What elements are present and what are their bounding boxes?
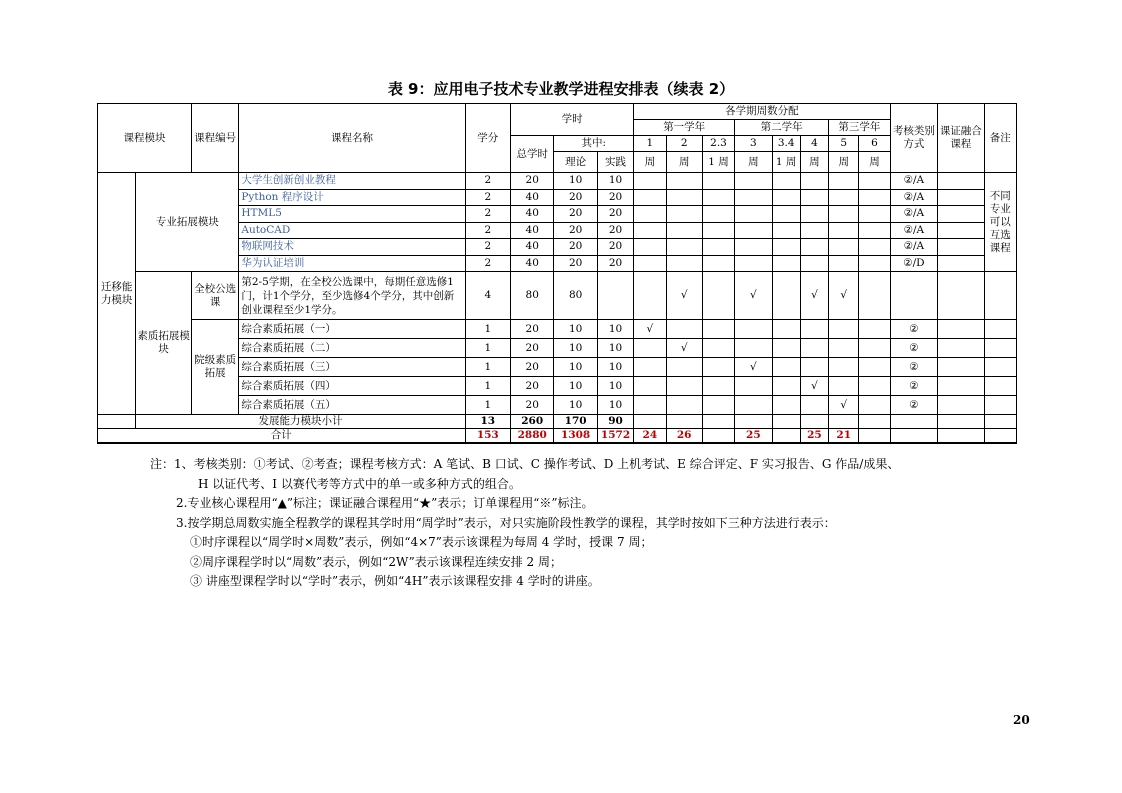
header-sem: 3 xyxy=(735,136,772,152)
header-assess: 考核类别方式 xyxy=(890,104,937,173)
assess-cell xyxy=(890,272,937,320)
week-mark xyxy=(800,396,828,415)
table-row xyxy=(98,415,1017,429)
week-total: 25 xyxy=(800,429,828,444)
week-cell xyxy=(829,206,859,223)
week-mark xyxy=(772,320,800,339)
week-cell xyxy=(666,255,702,272)
week-cell xyxy=(634,222,666,239)
total-hours-cell: 20 xyxy=(511,320,554,339)
week-cell xyxy=(859,189,890,206)
cert-cell xyxy=(938,189,984,206)
credit-cell: 1 xyxy=(465,320,510,339)
cert-cell xyxy=(938,222,984,239)
week-mark: √ xyxy=(800,377,828,396)
assess-cell: ②/A xyxy=(890,239,937,256)
cert-cell xyxy=(938,173,984,190)
assess-cell: ②/A xyxy=(890,206,937,223)
week-cell xyxy=(735,239,772,256)
header-hours: 学时 xyxy=(511,104,634,136)
header-sem: 3.4 xyxy=(772,136,800,152)
week-cell xyxy=(859,222,890,239)
header-weeks-dist: 各学期周数分配 xyxy=(634,104,890,120)
week-mark xyxy=(735,339,772,358)
total-hours-cell: 260 xyxy=(511,415,554,429)
header-practice: 实践 xyxy=(597,152,633,173)
note-line: ①时序课程以“周学时×周数”表示，例如“4×7”表示该课程为每周 4 学时，授课 7 周； xyxy=(190,535,653,549)
page-number: 20 xyxy=(1013,713,1030,727)
week-mark xyxy=(702,377,734,396)
week-mark: √ xyxy=(829,272,859,320)
total-hours-cell: 40 xyxy=(511,239,554,256)
week-cell xyxy=(702,415,734,429)
week-mark xyxy=(735,377,772,396)
week-mark: √ xyxy=(800,272,828,320)
week-cell xyxy=(800,189,828,206)
week-mark xyxy=(859,358,890,377)
week-cell xyxy=(735,255,772,272)
credit-cell: 153 xyxy=(465,429,510,444)
credit-cell: 1 xyxy=(465,339,510,358)
page-title: 表 9：应用电子技术专业教学进程安排表（续表 2） xyxy=(387,80,735,98)
sub-label-college: 院级素质拓展 xyxy=(191,320,238,415)
week-cell xyxy=(829,415,859,429)
practice-cell: 10 xyxy=(597,339,633,358)
theory-cell: 170 xyxy=(554,415,597,429)
week-mark xyxy=(829,358,859,377)
week-mark xyxy=(800,339,828,358)
header-week: 周 xyxy=(735,152,772,173)
week-mark xyxy=(702,339,734,358)
practice-cell: 20 xyxy=(597,222,633,239)
header-week: 周 xyxy=(829,152,859,173)
header-total-hours: 总学时 xyxy=(511,136,554,173)
week-cell xyxy=(859,206,890,223)
cert-cell xyxy=(938,396,984,415)
course-name: 华为认证培训 xyxy=(239,255,465,272)
header-name: 课程名称 xyxy=(239,104,465,173)
week-cell xyxy=(859,239,890,256)
total-hours-cell: 40 xyxy=(511,206,554,223)
header-sem: 6 xyxy=(859,136,890,152)
empty-cell xyxy=(98,415,136,429)
week-cell xyxy=(859,415,890,429)
week-mark xyxy=(859,339,890,358)
group-label-quality: 素质拓展模块 xyxy=(136,272,192,415)
cert-cell xyxy=(938,377,984,396)
course-name: 第2-5学期，在全校公选课中，每期任意选修1门，计1个学分，至少选修4个学分，其中创新创业课程至少1学分。 xyxy=(239,272,465,320)
header-week: 周 xyxy=(634,152,666,173)
assess-cell: ② xyxy=(890,377,937,396)
header-module: 课程模块 xyxy=(98,104,192,173)
header-remark: 备注 xyxy=(984,104,1016,173)
total-hours-cell: 20 xyxy=(511,358,554,377)
practice-cell xyxy=(597,272,633,320)
week-cell xyxy=(702,206,734,223)
week-cell xyxy=(634,415,666,429)
header-week: 周 xyxy=(666,152,702,173)
week-cell xyxy=(829,173,859,190)
notes xyxy=(150,455,899,592)
header-year2: 第二学年 xyxy=(735,120,829,136)
cert-cell xyxy=(938,358,984,377)
course-name: 综合素质拓展（二） xyxy=(239,339,465,358)
practice-cell: 10 xyxy=(597,396,633,415)
week-mark xyxy=(859,396,890,415)
remark-cell xyxy=(984,272,1016,320)
week-mark: √ xyxy=(829,396,859,415)
header-week: 1 周 xyxy=(702,152,734,173)
week-cell xyxy=(666,206,702,223)
week-cell xyxy=(702,222,734,239)
week-cell xyxy=(800,255,828,272)
total-hours-cell: 2880 xyxy=(511,429,554,444)
credit-cell: 2 xyxy=(465,206,510,223)
week-mark xyxy=(634,272,666,320)
total-hours-cell: 20 xyxy=(511,377,554,396)
week-cell xyxy=(702,173,734,190)
week-mark xyxy=(634,377,666,396)
week-mark xyxy=(702,396,734,415)
week-cell xyxy=(735,189,772,206)
week-total: 26 xyxy=(666,429,702,444)
theory-cell: 20 xyxy=(554,239,597,256)
total-label: 合计 xyxy=(98,429,466,444)
practice-cell: 90 xyxy=(597,415,633,429)
week-mark xyxy=(735,396,772,415)
week-cell xyxy=(772,222,800,239)
week-cell xyxy=(666,415,702,429)
total-hours-cell: 20 xyxy=(511,173,554,190)
week-total: 25 xyxy=(735,429,772,444)
credit-cell: 1 xyxy=(465,396,510,415)
header-week: 周 xyxy=(800,152,828,173)
week-cell xyxy=(735,173,772,190)
credit-cell: 2 xyxy=(465,222,510,239)
week-cell xyxy=(666,173,702,190)
total-hours-cell: 20 xyxy=(511,339,554,358)
practice-cell: 10 xyxy=(597,358,633,377)
week-cell xyxy=(800,173,828,190)
week-mark xyxy=(772,377,800,396)
table-row xyxy=(98,429,1017,444)
empty-cell xyxy=(890,415,937,429)
course-name: 综合素质拓展（三） xyxy=(239,358,465,377)
week-mark xyxy=(772,272,800,320)
schedule-table xyxy=(97,103,1017,444)
week-cell xyxy=(634,173,666,190)
week-mark xyxy=(859,377,890,396)
week-cell xyxy=(772,415,800,429)
assess-cell: ② xyxy=(890,320,937,339)
note-line: H 以证代考、I 以赛代考等方式中的单一或多种方式的组合。 xyxy=(198,476,521,491)
sub-label-school: 全校公选课 xyxy=(191,272,238,320)
total-hours-cell: 40 xyxy=(511,189,554,206)
credit-cell: 2 xyxy=(465,189,510,206)
theory-cell: 10 xyxy=(554,358,597,377)
credit-cell: 13 xyxy=(465,415,510,429)
practice-cell: 1572 xyxy=(597,429,633,444)
week-mark xyxy=(772,358,800,377)
week-cell xyxy=(735,415,772,429)
week-cell xyxy=(634,255,666,272)
practice-cell: 10 xyxy=(597,173,633,190)
remark-cell xyxy=(984,320,1016,339)
week-total xyxy=(702,429,734,444)
week-cell xyxy=(772,255,800,272)
week-mark xyxy=(829,320,859,339)
week-mark xyxy=(666,396,702,415)
credit-cell: 1 xyxy=(465,358,510,377)
week-total xyxy=(772,429,800,444)
week-mark xyxy=(634,396,666,415)
practice-cell: 20 xyxy=(597,206,633,223)
credit-cell: 2 xyxy=(465,255,510,272)
week-cell xyxy=(800,206,828,223)
empty-cell xyxy=(984,429,1016,444)
week-cell xyxy=(666,222,702,239)
header-code: 课程编号 xyxy=(191,104,238,173)
week-cell xyxy=(634,189,666,206)
week-mark xyxy=(666,377,702,396)
week-cell xyxy=(772,239,800,256)
week-mark xyxy=(634,339,666,358)
remark-cell: 不同专业可以互选课程 xyxy=(984,173,1016,272)
note-line: 3.按学期总周数实施全程教学的课程其学时用“周学时”表示，对只实施阶段性教学的课程，其学时按如下三种方法进行表示： xyxy=(176,515,836,530)
week-cell xyxy=(735,206,772,223)
theory-cell: 20 xyxy=(554,222,597,239)
remark-cell xyxy=(984,396,1016,415)
week-mark: √ xyxy=(735,272,772,320)
practice-cell: 20 xyxy=(597,255,633,272)
course-name: Python 程序设计 xyxy=(239,189,465,206)
week-mark xyxy=(772,396,800,415)
theory-cell: 10 xyxy=(554,173,597,190)
week-cell xyxy=(772,206,800,223)
practice-cell: 20 xyxy=(597,239,633,256)
credit-cell: 2 xyxy=(465,239,510,256)
week-mark xyxy=(772,339,800,358)
practice-cell: 10 xyxy=(597,377,633,396)
week-mark: √ xyxy=(735,358,772,377)
week-cell xyxy=(859,173,890,190)
week-cell xyxy=(829,255,859,272)
remark-cell xyxy=(984,339,1016,358)
theory-cell: 20 xyxy=(554,206,597,223)
credit-cell: 1 xyxy=(465,377,510,396)
theory-cell: 10 xyxy=(554,396,597,415)
course-name: 综合素质拓展（四） xyxy=(239,377,465,396)
week-mark xyxy=(702,272,734,320)
assess-cell: ②/D xyxy=(890,255,937,272)
course-name: 综合素质拓展（五） xyxy=(239,396,465,415)
course-name: 大学生创新创业教程 xyxy=(239,173,465,190)
total-hours-cell: 40 xyxy=(511,255,554,272)
practice-cell: 10 xyxy=(597,320,633,339)
empty-cell xyxy=(938,429,984,444)
header-sem: 1 xyxy=(634,136,666,152)
table-row xyxy=(98,272,1017,320)
week-mark: √ xyxy=(666,272,702,320)
remark-cell xyxy=(984,377,1016,396)
header-week: 周 xyxy=(859,152,890,173)
cert-cell xyxy=(938,206,984,223)
header-sem: 2.3 xyxy=(702,136,734,152)
week-cell xyxy=(829,222,859,239)
note-line: 2.专业核心课程用“▲”标注；课证融合课程用“★”表示；订单课程用“※”标注。 xyxy=(176,496,594,510)
practice-cell: 20 xyxy=(597,189,633,206)
week-mark xyxy=(702,358,734,377)
week-total: 21 xyxy=(829,429,859,444)
header-sem: 2 xyxy=(666,136,702,152)
credit-cell: 2 xyxy=(465,173,510,190)
course-name: AutoCAD xyxy=(239,222,465,239)
assess-cell: ②/A xyxy=(890,189,937,206)
week-mark: √ xyxy=(666,339,702,358)
theory-cell: 80 xyxy=(554,272,597,320)
table-row xyxy=(98,173,1017,190)
week-total: 24 xyxy=(634,429,666,444)
week-total xyxy=(859,429,890,444)
week-mark xyxy=(800,358,828,377)
credit-cell: 4 xyxy=(465,272,510,320)
week-mark xyxy=(829,377,859,396)
cert-cell xyxy=(938,239,984,256)
week-mark xyxy=(829,339,859,358)
week-cell xyxy=(772,189,800,206)
week-cell xyxy=(702,255,734,272)
theory-cell: 1308 xyxy=(554,429,597,444)
total-hours-cell: 80 xyxy=(511,272,554,320)
week-mark xyxy=(735,320,772,339)
week-mark xyxy=(634,358,666,377)
header-theory: 理论 xyxy=(554,152,597,173)
header-year1: 第一学年 xyxy=(634,120,735,136)
subtotal-label: 发展能力模块小计 xyxy=(136,415,465,429)
week-cell xyxy=(800,222,828,239)
theory-cell: 20 xyxy=(554,255,597,272)
header-week: 1 周 xyxy=(772,152,800,173)
assess-cell: ② xyxy=(890,396,937,415)
assess-cell: ②/A xyxy=(890,222,937,239)
cert-cell xyxy=(938,255,984,272)
theory-cell: 20 xyxy=(554,189,597,206)
table-row xyxy=(98,320,1017,339)
week-mark xyxy=(859,272,890,320)
total-hours-cell: 20 xyxy=(511,396,554,415)
week-cell xyxy=(829,239,859,256)
header-sem: 4 xyxy=(800,136,828,152)
remark-cell xyxy=(984,358,1016,377)
empty-cell xyxy=(890,429,937,444)
header-sem: 5 xyxy=(829,136,859,152)
assess-cell: ② xyxy=(890,358,937,377)
header-credit: 学分 xyxy=(465,104,510,173)
note-line: 注：1、考核类别：①考试、②考查；课程考核方式：A 笔试、B 口试、C 操作考试、D 上机考试、E 综合评定、F 实习报告、G 作品/成果、 xyxy=(150,457,900,471)
note-line: ③ 讲座型课程学时以“学时”表示，例如“4H”表示该课程安排 4 学时的讲座。 xyxy=(190,574,600,588)
week-cell xyxy=(859,255,890,272)
week-mark xyxy=(800,320,828,339)
week-cell xyxy=(800,415,828,429)
week-mark xyxy=(666,358,702,377)
course-name: HTML5 xyxy=(239,206,465,223)
week-mark xyxy=(702,320,734,339)
header-year3: 第三学年 xyxy=(829,120,891,136)
theory-cell: 10 xyxy=(554,339,597,358)
cert-cell xyxy=(938,339,984,358)
empty-cell xyxy=(984,415,1016,429)
week-cell xyxy=(702,189,734,206)
week-cell xyxy=(772,173,800,190)
header-of-which: 其中: xyxy=(554,136,634,152)
week-cell xyxy=(666,239,702,256)
theory-cell: 10 xyxy=(554,377,597,396)
week-cell xyxy=(702,239,734,256)
week-cell xyxy=(634,206,666,223)
cert-cell xyxy=(938,272,984,320)
total-hours-cell: 40 xyxy=(511,222,554,239)
empty-cell xyxy=(938,415,984,429)
assess-cell: ②/A xyxy=(890,173,937,190)
week-mark: √ xyxy=(634,320,666,339)
group-label-pro: 专业拓展模块 xyxy=(136,173,239,272)
week-mark xyxy=(666,320,702,339)
cert-cell xyxy=(938,320,984,339)
week-cell xyxy=(634,239,666,256)
course-name: 综合素质拓展（一） xyxy=(239,320,465,339)
note-line: ②周序课程学时以“周数”表示，例如“2W”表示该课程连续安排 2 周； xyxy=(190,554,562,569)
assess-cell: ② xyxy=(890,339,937,358)
header-cert: 课证融合课程 xyxy=(938,104,984,173)
week-cell xyxy=(666,189,702,206)
group-label-main: 迁移能力模块 xyxy=(98,173,136,415)
week-cell xyxy=(735,222,772,239)
course-name: 物联网技术 xyxy=(239,239,465,256)
week-cell xyxy=(800,239,828,256)
week-cell xyxy=(829,189,859,206)
theory-cell: 10 xyxy=(554,320,597,339)
week-mark xyxy=(859,320,890,339)
